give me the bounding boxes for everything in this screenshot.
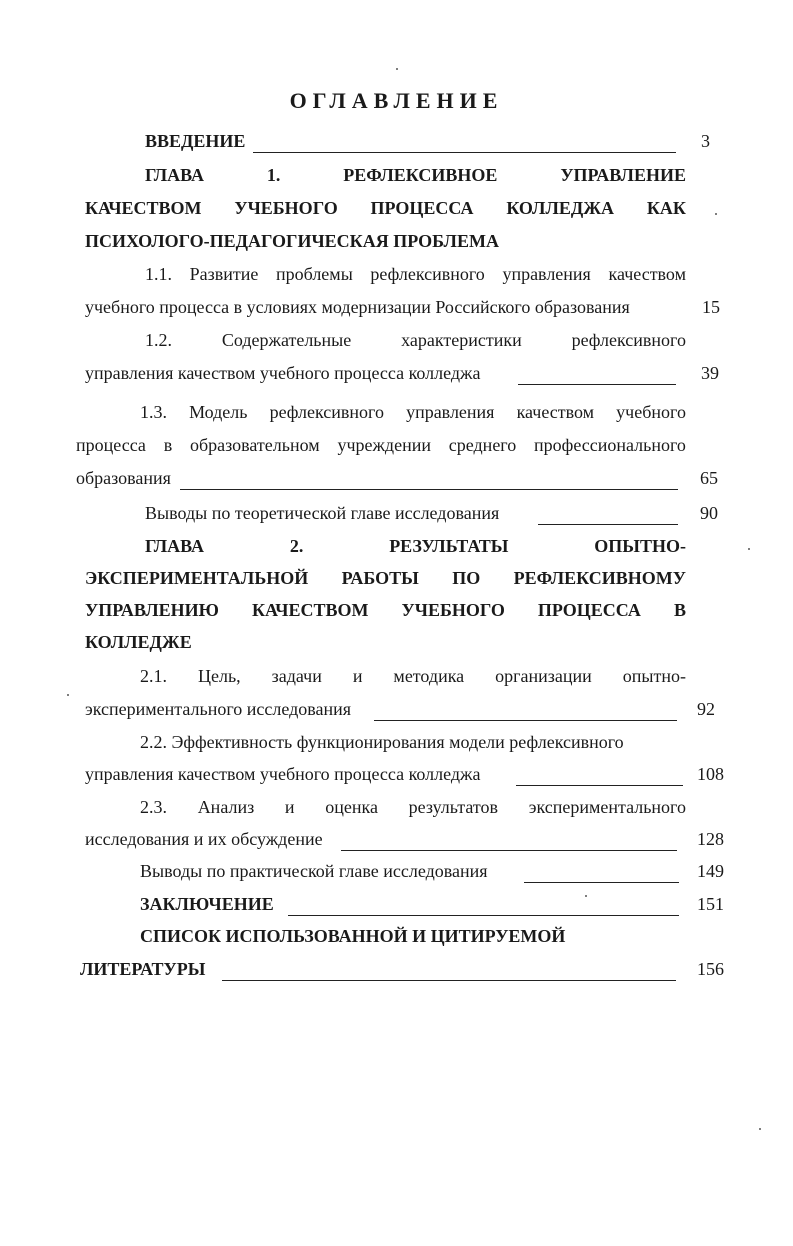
leader-line — [524, 882, 679, 883]
toc-conc2-label: Выводы по практической главе исследования — [140, 861, 488, 881]
word: учебного — [616, 402, 686, 422]
word: образовательном — [189, 435, 320, 455]
leader-line — [253, 152, 676, 153]
leader-line — [180, 489, 678, 490]
leader-line — [288, 915, 679, 916]
toc-biblio-line2: ЛИТЕРАТУРЫ — [80, 959, 206, 979]
page-title: ОГЛАВЛЕНИЕ — [289, 88, 504, 113]
word: результатов — [408, 797, 499, 817]
word: В — [673, 600, 686, 620]
toc-chapter1-line2 — [85, 197, 686, 219]
word: УПРАВЛЕНИЮ — [85, 600, 219, 620]
word: 2. — [289, 536, 304, 556]
toc-s11-line2: учебного процесса в условиях модернизации Российского образования — [85, 297, 630, 317]
word: ОПЫТНО- — [594, 536, 686, 556]
word: проблемы — [275, 264, 353, 284]
toc-chapter1-line1 — [145, 164, 686, 186]
toc-s23-line2: исследования и их обсуждение — [85, 829, 323, 849]
word: Модель — [189, 402, 248, 422]
word: РЕЗУЛЬТАТЫ — [389, 536, 509, 556]
leader-line — [518, 384, 676, 385]
scan-speck — [585, 895, 587, 897]
toc-s22-page: 108 — [697, 764, 724, 784]
toc-s23-page: 128 — [697, 829, 724, 849]
word: 2.1. — [140, 666, 167, 686]
word: среднего — [448, 435, 517, 455]
word: 1.3. — [140, 402, 167, 422]
word: КАЧЕСТВОМ — [251, 600, 369, 620]
word: ПО — [452, 568, 481, 588]
toc-s13-page: 65 — [700, 468, 718, 488]
word: экспериментального — [528, 797, 686, 817]
scan-speck — [748, 548, 750, 550]
toc-biblio-line1: СПИСОК ИСПОЛЬЗОВАННОЙ И ЦИТИРУЕМОЙ — [140, 926, 566, 946]
leader-line — [341, 850, 677, 851]
word: ГЛАВА — [145, 536, 205, 556]
toc-conc1-label: Выводы по теоретической главе исследования — [145, 503, 500, 523]
word: организации — [495, 666, 592, 686]
word: профессионального — [534, 435, 686, 455]
word: УЧЕБНОГО — [401, 600, 505, 620]
word: Развитие — [189, 264, 259, 284]
toc-chapter2-line1 — [145, 535, 686, 557]
toc-s13-line1 — [140, 401, 686, 423]
word: задачи — [271, 666, 322, 686]
toc-chapter2-line3 — [85, 599, 686, 621]
word: качеством — [608, 264, 686, 284]
word: РЕФЛЕКСИВНОЕ — [343, 165, 498, 185]
word: ЭКСПЕРИМЕНТАЛЬНОЙ — [85, 568, 309, 588]
toc-conc1-page: 90 — [700, 503, 718, 523]
toc-s21-line1 — [140, 665, 686, 687]
word: 1.1. — [145, 264, 172, 284]
toc-biblio-page: 156 — [697, 959, 724, 979]
word: Анализ — [197, 797, 255, 817]
leader-line — [374, 720, 677, 721]
word: КАК — [646, 198, 686, 218]
word: и — [352, 666, 363, 686]
toc-conc2-page: 149 — [697, 861, 724, 881]
word: управления — [502, 264, 591, 284]
leader-line — [538, 524, 678, 525]
word: рефлексивного — [370, 264, 485, 284]
word: УПРАВЛЕНИЕ — [560, 165, 686, 185]
word: управления — [406, 402, 495, 422]
word: оценка — [325, 797, 378, 817]
leader-line — [516, 785, 683, 786]
toc-chapter2-line4: КОЛЛЕДЖЕ — [85, 632, 192, 652]
toc-conclusion-page: 151 — [697, 894, 724, 914]
toc-s23-line1 — [140, 796, 686, 818]
toc-chapter1-line3: ПСИХОЛОГО-ПЕДАГОГИЧЕСКАЯ ПРОБЛЕМА — [85, 231, 499, 251]
word: опытно- — [622, 666, 686, 686]
toc-s21-line2: экспериментального исследования — [85, 699, 352, 719]
word: ПРОЦЕССА — [537, 600, 641, 620]
toc-s22-line2: управления качеством учебного процесса колледжа — [85, 764, 481, 784]
toc-s12-line1 — [145, 329, 686, 351]
word: рефлексивного — [269, 402, 384, 422]
scan-speck — [396, 68, 398, 70]
word: Цель, — [197, 666, 241, 686]
word: ГЛАВА — [145, 165, 205, 185]
word: 1. — [266, 165, 281, 185]
toc-chapter2-line2 — [85, 567, 686, 589]
toc-intro-page: 3 — [701, 131, 710, 151]
word: рефлексивного — [571, 330, 686, 350]
toc-s22-line1: 2.2. Эффективность функционирования модели рефлексивного — [140, 732, 624, 752]
toc-intro-label: ВВЕДЕНИЕ — [145, 131, 246, 151]
word: КОЛЛЕДЖА — [506, 198, 615, 218]
toc-s13-line2 — [76, 434, 686, 456]
word: РАБОТЫ — [341, 568, 419, 588]
toc-s12-page: 39 — [701, 363, 719, 383]
word: методика — [393, 666, 465, 686]
scan-speck — [759, 1128, 761, 1130]
word: в — [163, 435, 173, 455]
toc-s13-line3: образования — [76, 468, 171, 488]
toc-s11-page: 15 — [702, 297, 720, 317]
word: КАЧЕСТВОМ — [85, 198, 202, 218]
word: учреждении — [337, 435, 431, 455]
scan-speck — [715, 213, 717, 215]
word: 1.2. — [145, 330, 172, 350]
word: РЕФЛЕКСИВНОМУ — [513, 568, 686, 588]
word: Содержательные — [221, 330, 352, 350]
word: качеством — [516, 402, 595, 422]
toc-s11-line1 — [145, 263, 686, 285]
word: УЧЕБНОГО — [234, 198, 338, 218]
word: 2.3. — [140, 797, 167, 817]
leader-line — [222, 980, 676, 981]
toc-s12-line2: управления качеством учебного процесса колледжа — [85, 363, 481, 383]
word: ПРОЦЕССА — [370, 198, 474, 218]
toc-conclusion-label: ЗАКЛЮЧЕНИЕ — [140, 894, 274, 914]
word: характеристики — [401, 330, 522, 350]
toc-s21-page: 92 — [697, 699, 715, 719]
word: процесса — [76, 435, 146, 455]
word: и — [284, 797, 295, 817]
scan-speck — [67, 694, 69, 696]
